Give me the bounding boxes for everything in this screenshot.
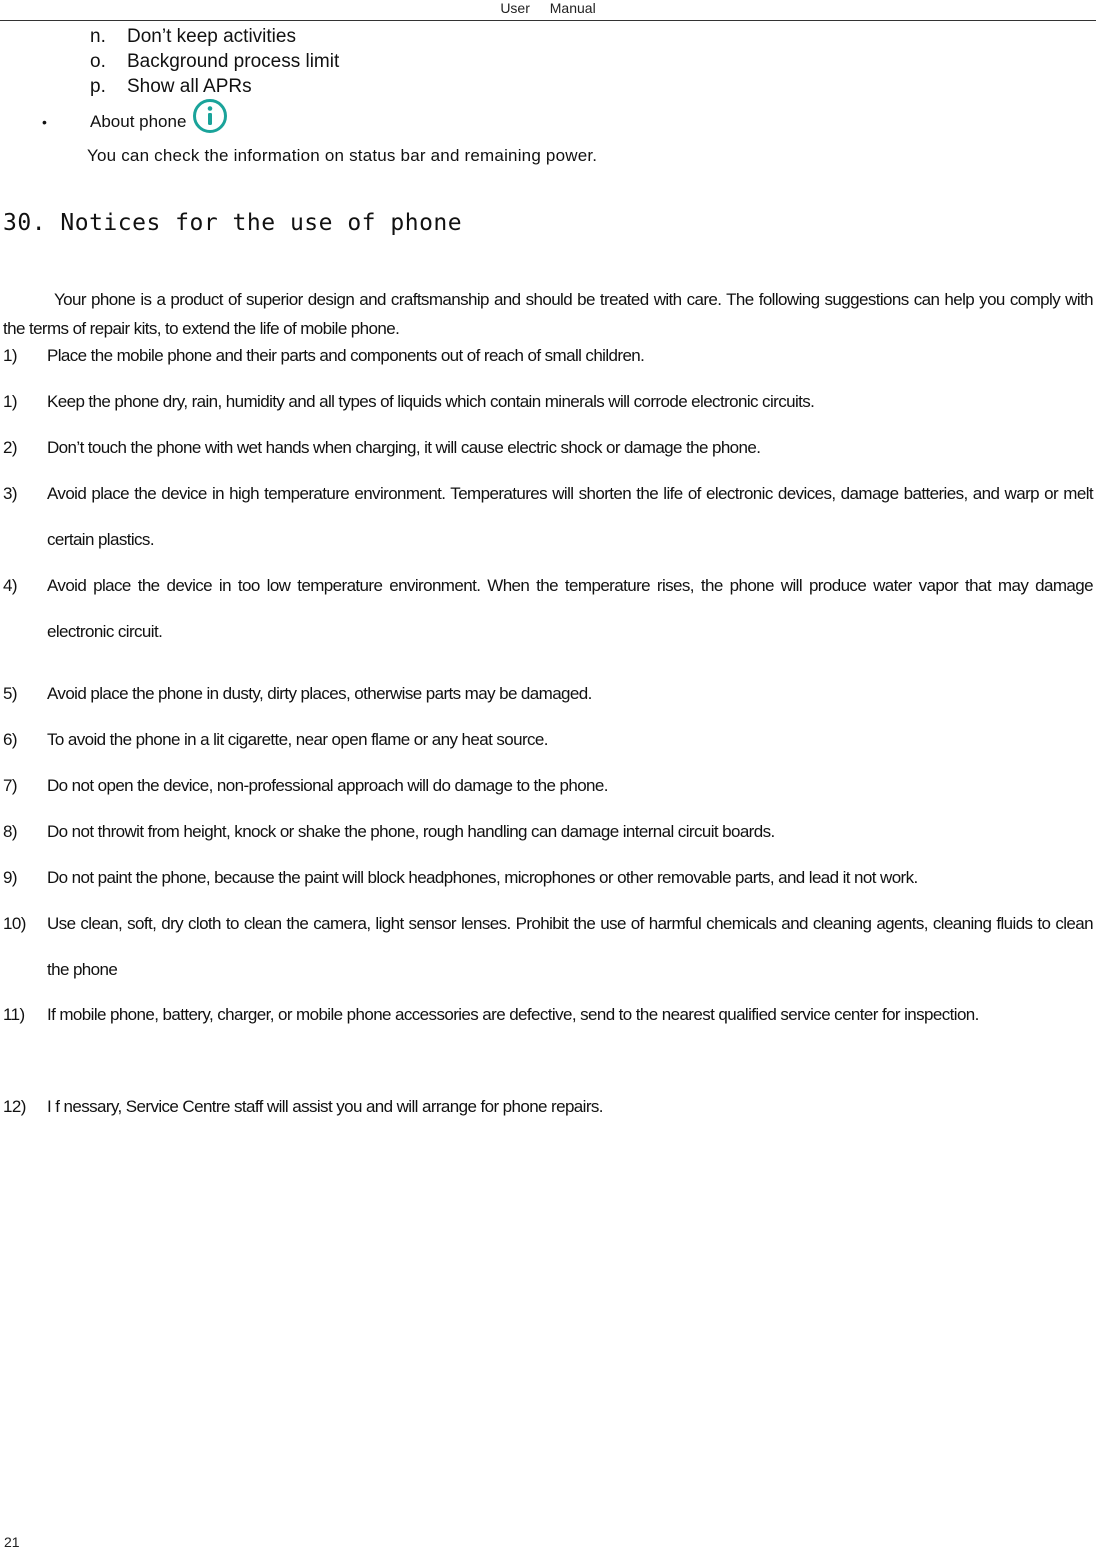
notice-number: 7) bbox=[3, 776, 17, 795]
about-phone-label: About phone bbox=[90, 112, 187, 131]
bullet: • bbox=[42, 114, 47, 130]
intro-paragraph: Your phone is a product of superior design and craftsmanship and should be treated with care. The following suggestions can help you comply with the terms of repair kits, to extend the life of mobile phone. bbox=[3, 290, 1093, 338]
list-item bbox=[3, 809, 1093, 855]
list-marker: o. bbox=[90, 51, 106, 72]
list-item bbox=[3, 425, 1093, 471]
notice-text: Do not throwit from height, knock or shake the phone, rough handling can damage internal circuit boards. bbox=[47, 822, 775, 841]
notice-number: 3) bbox=[3, 484, 17, 503]
notice-number: 5) bbox=[3, 684, 17, 703]
notice-text: Do not paint the phone, because the paint will block headphones, microphones or other removable parts, and lead it not work. bbox=[47, 868, 918, 887]
page-header bbox=[0, 0, 1096, 21]
notice-number: 12) bbox=[3, 1097, 26, 1116]
notice-number: 1) bbox=[3, 346, 17, 365]
header-right: Manual bbox=[549, 0, 596, 16]
header-left: User bbox=[500, 0, 530, 16]
notice-number: 1) bbox=[3, 392, 17, 411]
list-item bbox=[3, 901, 1093, 993]
list-item bbox=[3, 1084, 1093, 1130]
list-item bbox=[3, 471, 1093, 563]
list-item bbox=[3, 992, 1093, 1038]
list-item bbox=[3, 379, 1093, 425]
notice-text: Use clean, soft, dry cloth to clean the camera, light sensor lenses. Prohibit the use of harmful chemicals and cleaning agents, cleaning fluids to clean the phone bbox=[47, 914, 1093, 979]
list-item bbox=[90, 49, 339, 74]
notice-number: 6) bbox=[3, 730, 17, 749]
about-phone-description: You can check the information on status bar and remaining power. bbox=[87, 146, 598, 165]
notice-number: 9) bbox=[3, 868, 17, 887]
notice-number: 4) bbox=[3, 576, 17, 595]
settings-sublist bbox=[90, 24, 339, 99]
notice-text: Keep the phone dry, rain, humidity and all types of liquids which contain minerals will corrode electronic circuits. bbox=[47, 392, 815, 411]
list-item-text: Show all APRs bbox=[127, 76, 252, 97]
notice-text: Don’t touch the phone with wet hands when charging, it will cause electric shock or damage the phone. bbox=[47, 438, 761, 457]
notice-number: 2) bbox=[3, 438, 17, 457]
list-item bbox=[90, 74, 339, 99]
list-item-text: Don’t keep activities bbox=[127, 26, 296, 47]
notice-text: Avoid place the phone in dusty, dirty places, otherwise parts may be damaged. bbox=[47, 684, 592, 703]
notice-text: To avoid the phone in a lit cigarette, near open flame or any heat source. bbox=[47, 730, 548, 749]
list-item bbox=[3, 563, 1093, 655]
list-marker: p. bbox=[90, 76, 106, 97]
list-item bbox=[90, 24, 339, 49]
section-title: 30. Notices for the use of phone bbox=[3, 210, 463, 236]
list-item bbox=[3, 717, 1093, 763]
info-icon bbox=[192, 98, 228, 134]
notice-number: 8) bbox=[3, 822, 17, 841]
notice-text: Place the mobile phone and their parts and components out of reach of small children. bbox=[47, 346, 645, 365]
notice-number: 10) bbox=[3, 914, 26, 933]
list-item bbox=[3, 763, 1093, 809]
list-item-text: Background process limit bbox=[127, 51, 340, 72]
about-phone-item bbox=[42, 104, 228, 140]
list-item bbox=[3, 671, 1093, 717]
page-number: 21 bbox=[4, 1534, 20, 1550]
notice-number: 11) bbox=[3, 1005, 25, 1024]
notice-text: If mobile phone, battery, charger, or mobile phone accessories are defective, send to the nearest qualified service center for inspection. bbox=[47, 1005, 979, 1024]
notice-text: Avoid place the device in too low temperature environment. When the temperature rises, the phone will produce water vapor that may damage electronic circuit. bbox=[47, 576, 1093, 641]
list-item bbox=[3, 855, 1093, 901]
list-marker: n. bbox=[90, 26, 106, 47]
list-item bbox=[3, 333, 1093, 379]
notice-text: I f nessary, Service Centre staff will assist you and will arrange for phone repairs. bbox=[47, 1097, 603, 1116]
notice-text: Do not open the device, non-professional approach will do damage to the phone. bbox=[47, 776, 608, 795]
notice-text: Avoid place the device in high temperature environment. Temperatures will shorten the life of electronic devices, damage batteries, and warp or melt certain plastics. bbox=[47, 484, 1093, 549]
